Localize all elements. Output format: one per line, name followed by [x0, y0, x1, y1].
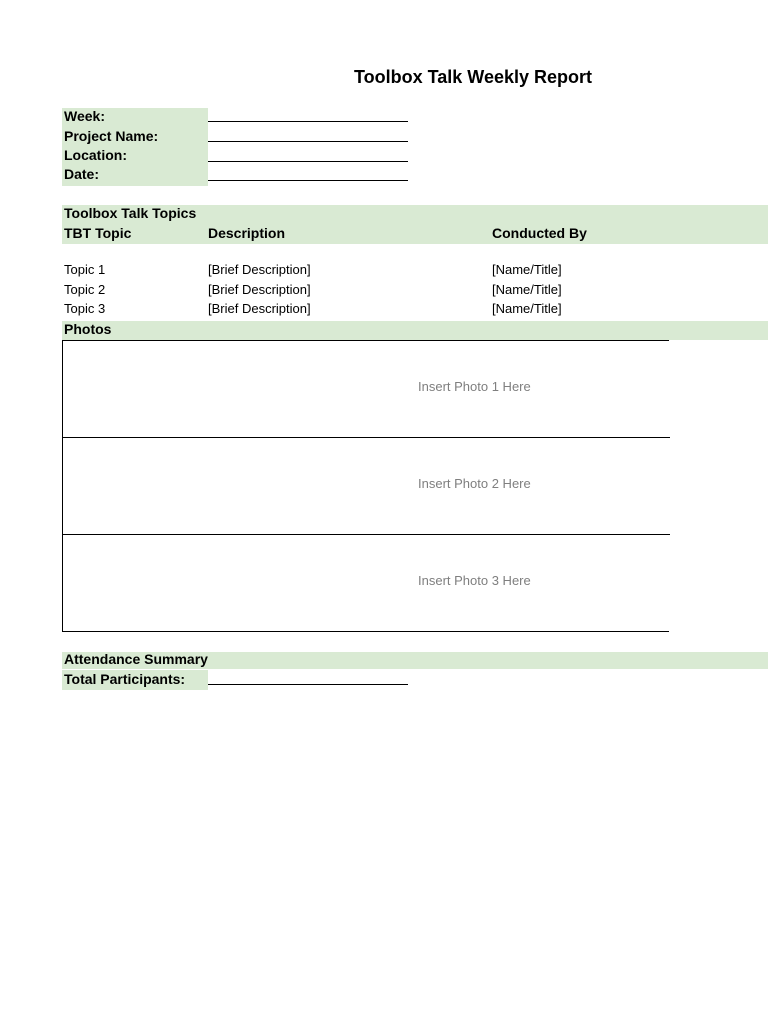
date-label: Date: [64, 166, 100, 182]
week-field[interactable] [208, 106, 408, 122]
description-column-header: Description [208, 225, 286, 241]
photos-table [62, 340, 669, 632]
week-label: Week: [64, 108, 105, 124]
project-name-label: Project Name: [64, 128, 159, 144]
photo-slot-2[interactable] [63, 438, 670, 535]
photo-slot-1[interactable] [63, 341, 670, 438]
description-cell: [Brief Description] [208, 282, 311, 297]
photo-placeholder-text: Insert Photo 3 Here [418, 573, 531, 588]
description-cell: [Brief Description] [208, 301, 311, 316]
photos-header-band [62, 321, 768, 340]
topics-section-title: Toolbox Talk Topics [64, 205, 197, 221]
location-field[interactable] [208, 146, 408, 162]
attendance-section-title: Attendance Summary [64, 651, 208, 667]
photo-slot-3[interactable] [63, 535, 670, 632]
topic-cell: Topic 2 [64, 282, 106, 297]
description-cell: [Brief Description] [208, 262, 311, 277]
photos-section-title: Photos [64, 321, 112, 337]
conducted-by-cell: [Name/Title] [492, 301, 562, 316]
date-field[interactable] [208, 165, 408, 181]
photo-placeholder-text: Insert Photo 1 Here [418, 379, 531, 394]
report-title: Toolbox Talk Weekly Report [353, 67, 593, 87]
conducted-by-cell: [Name/Title] [492, 262, 562, 277]
total-participants-field[interactable] [208, 669, 408, 685]
photo-placeholder-text: Insert Photo 2 Here [418, 476, 531, 491]
topic-cell: Topic 3 [64, 301, 106, 316]
total-participants-label: Total Participants: [64, 671, 186, 687]
conducted-by-cell: [Name/Title] [492, 282, 562, 297]
conducted-by-column-header: Conducted By [492, 225, 587, 241]
topic-cell: Topic 1 [64, 262, 106, 277]
topic-column-header: TBT Topic [64, 225, 132, 241]
project-name-field[interactable] [208, 126, 408, 142]
location-label: Location: [64, 147, 127, 163]
